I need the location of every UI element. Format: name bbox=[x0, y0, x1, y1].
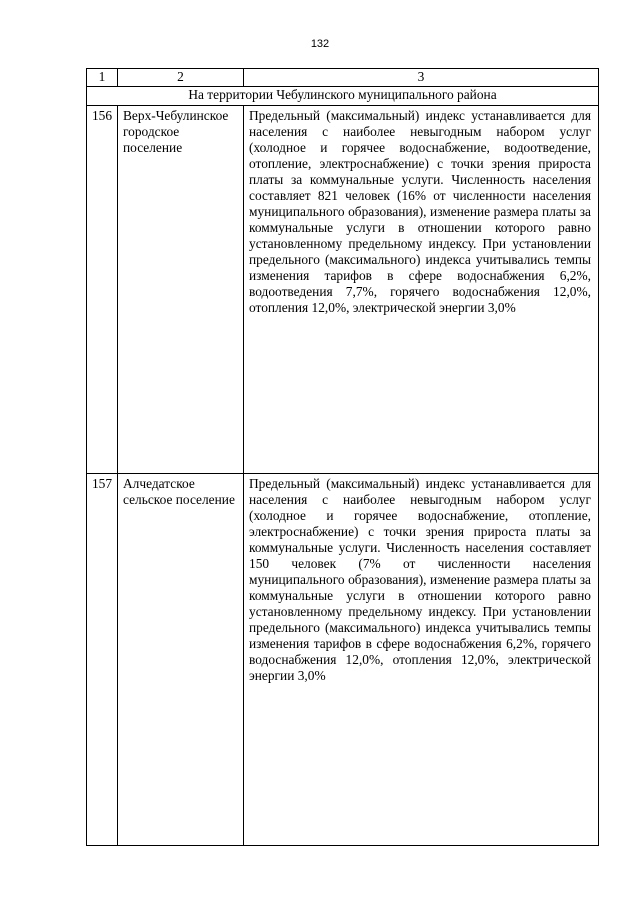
settlement-name: Алчедатское сельское поселение bbox=[118, 474, 244, 846]
table-row bbox=[87, 106, 599, 474]
section-row bbox=[87, 87, 599, 106]
section-title: На территории Чебулинского муниципального района bbox=[87, 87, 599, 106]
header-row bbox=[87, 69, 599, 87]
row-description: Предельный (максимальный) индекс устанавливается для населения с наиболее невыгодным набором услуг (холодное и горячее водоснабжение, отопление, электроснабжение) с точки зрения прироста платы за коммунальные услуги. Численность населения составляет 150 человек (7% от численности населения муниципального образования), изменение размера платы за коммунальные услуги в отношении которого равно установленному предельному индексу. При установлении предельного (максимального) индекса учитывались темпы изменения тарифов в сфере водоснабжения 6,2%, горячего водоснабжения 12,0%, отопления 12,0%, электрической энергии 3,0% bbox=[244, 474, 599, 846]
page-number: 132 bbox=[310, 38, 330, 50]
tariff-index-table bbox=[86, 68, 599, 846]
row-number: 157 bbox=[87, 474, 118, 846]
row-number: 156 bbox=[87, 106, 118, 474]
row-description: Предельный (максимальный) индекс устанавливается для населения с наиболее невыгодным набором услуг (холодное и горячее водоснабжение, водоотведение, отопление, электроснабжение) с точки зрения прироста платы за коммунальные услуги. Численность населения составляет 821 человек (16% от численности населения муниципального образования), изменение размера платы за коммунальные услуги в отношении которого равно установленному предельному индексу. При установлении предельного (максимального) индекса учитывались темпы изменения тарифов в сфере водоснабжения 6,2%, водоотведения 7,7%, горячего водоснабжения 12,0%, отопления 12,0%, электрической энергии 3,0% bbox=[244, 106, 599, 474]
header-col-3: 3 bbox=[244, 69, 599, 87]
table-row bbox=[87, 474, 599, 846]
settlement-name: Верх-Чебулинское городское поселение bbox=[118, 106, 244, 474]
header-col-1: 1 bbox=[87, 69, 118, 87]
header-col-2: 2 bbox=[118, 69, 244, 87]
